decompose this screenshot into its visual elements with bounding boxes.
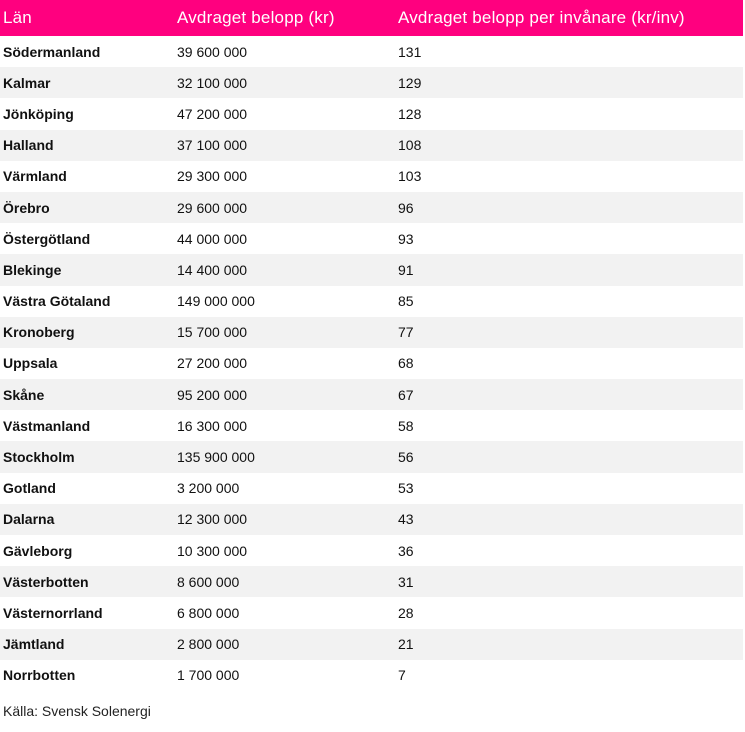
cell-amount: 95 200 000 — [177, 386, 248, 403]
cell-amount: 3 200 000 — [177, 480, 240, 497]
cell-region: Västernorrland — [3, 604, 103, 621]
table-row — [0, 379, 743, 410]
cell-per-capita: 31 — [398, 573, 414, 590]
table-row — [0, 566, 743, 597]
table-row — [0, 98, 743, 129]
table-row — [0, 223, 743, 254]
cell-region: Jönköping — [3, 105, 74, 122]
cell-region: Västra Götaland — [3, 293, 111, 310]
table-row — [0, 67, 743, 98]
cell-amount: 2 800 000 — [177, 636, 240, 653]
table-row — [0, 660, 743, 691]
table-row — [0, 504, 743, 535]
table-row — [0, 535, 743, 566]
cell-amount: 15 700 000 — [177, 324, 248, 341]
table-row — [0, 130, 743, 161]
cell-per-capita: 103 — [398, 168, 422, 185]
cell-region: Västerbotten — [3, 573, 89, 590]
cell-per-capita: 58 — [398, 417, 414, 434]
table-row — [0, 473, 743, 504]
cell-per-capita: 129 — [398, 74, 422, 91]
column-header-lan: Län — [3, 8, 32, 27]
cell-amount: 32 100 000 — [177, 74, 248, 91]
cell-amount: 149 000 000 — [177, 293, 255, 310]
table-row — [0, 317, 743, 348]
cell-amount: 27 200 000 — [177, 355, 248, 372]
cell-region: Halland — [3, 137, 54, 154]
cell-per-capita: 21 — [398, 636, 414, 653]
cell-region: Värmland — [3, 168, 67, 185]
cell-amount: 12 300 000 — [177, 511, 248, 528]
cell-amount: 44 000 000 — [177, 230, 248, 247]
column-header-per-capita: Avdraget belopp per invånare (kr/inv) — [398, 8, 685, 27]
cell-amount: 16 300 000 — [177, 417, 248, 434]
table-row — [0, 286, 743, 317]
cell-region: Blekinge — [3, 261, 62, 278]
cell-per-capita: 7 — [398, 667, 406, 684]
cell-per-capita: 96 — [398, 199, 414, 216]
cell-region: Östergötland — [3, 230, 91, 247]
cell-region: Kronoberg — [3, 324, 75, 341]
table-row — [0, 161, 743, 192]
cell-per-capita: 56 — [398, 449, 414, 466]
cell-amount: 47 200 000 — [177, 105, 248, 122]
cell-per-capita: 93 — [398, 230, 414, 247]
cell-per-capita: 91 — [398, 261, 414, 278]
cell-amount: 29 600 000 — [177, 199, 248, 216]
cell-amount: 1 700 000 — [177, 667, 240, 684]
table-row — [0, 348, 743, 379]
cell-region: Norrbotten — [3, 667, 76, 684]
table-header — [0, 0, 743, 36]
cell-per-capita: 53 — [398, 480, 414, 497]
cell-amount: 37 100 000 — [177, 137, 248, 154]
cell-amount: 14 400 000 — [177, 261, 248, 278]
cell-region: Stockholm — [3, 449, 75, 466]
cell-region: Gotland — [3, 480, 56, 497]
cell-amount: 8 600 000 — [177, 573, 240, 590]
table-row — [0, 192, 743, 223]
cell-amount: 39 600 000 — [177, 43, 248, 60]
cell-per-capita: 67 — [398, 386, 414, 403]
cell-amount: 135 900 000 — [177, 449, 255, 466]
cell-region: Skåne — [3, 386, 45, 403]
cell-region: Kalmar — [3, 74, 51, 91]
cell-per-capita: 36 — [398, 542, 414, 559]
cell-amount: 10 300 000 — [177, 542, 248, 559]
table-row — [0, 410, 743, 441]
cell-region: Uppsala — [3, 355, 58, 372]
cell-region: Dalarna — [3, 511, 55, 528]
table-row — [0, 597, 743, 628]
cell-region: Södermanland — [3, 43, 101, 60]
cell-per-capita: 77 — [398, 324, 414, 341]
cell-per-capita: 85 — [398, 293, 414, 310]
cell-amount: 29 300 000 — [177, 168, 248, 185]
cell-per-capita: 108 — [398, 137, 422, 154]
cell-per-capita: 128 — [398, 105, 422, 122]
cell-region: Jämtland — [3, 636, 65, 653]
column-header-amount: Avdraget belopp (kr) — [177, 8, 335, 27]
cell-per-capita: 131 — [398, 43, 422, 60]
table-row — [0, 629, 743, 660]
cell-region: Gävleborg — [3, 542, 73, 559]
source-note: Källa: Svensk Solenergi — [3, 702, 151, 719]
cell-per-capita: 28 — [398, 604, 414, 621]
cell-region: Örebro — [3, 199, 50, 216]
table-row — [0, 36, 743, 67]
cell-region: Västmanland — [3, 417, 91, 434]
cell-per-capita: 68 — [398, 355, 414, 372]
table-row — [0, 254, 743, 285]
table-body — [0, 36, 743, 691]
table-row — [0, 441, 743, 472]
cell-per-capita: 43 — [398, 511, 414, 528]
header-row — [0, 0, 743, 36]
cell-amount: 6 800 000 — [177, 604, 240, 621]
